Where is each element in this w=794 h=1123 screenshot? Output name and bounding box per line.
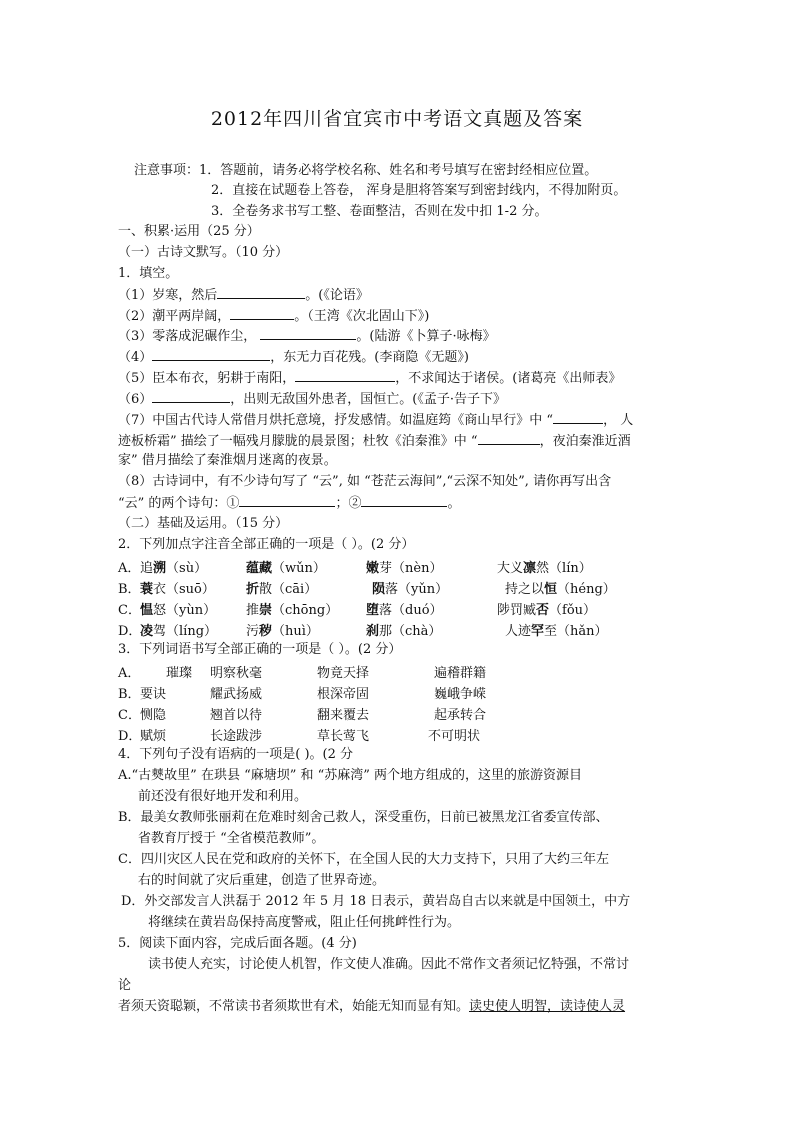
option-word: 刹那（chà） [366,624,442,639]
option-word: 翘首以待 [210,708,263,723]
option-word: 污秽（huì） [246,624,319,639]
option-word: 折散（cāi） [246,582,318,597]
option-word: 赋烦 [140,729,167,744]
reading-paragraph-line-1: 读书使人充实，讨论使人机智，作文使人准确。因此不常作文者须记忆特强，不常讨 [148,957,630,972]
option-word: 草长莺飞 [317,729,370,744]
option-label: B． [118,582,141,597]
reading-paragraph-line-3: 者须天资聪颖，不常读书者须欺世有术，始能无知而显有知。读史使人明智，读诗使人灵 [118,999,626,1014]
fill-item-1: （1）岁寒，然后 。(《论语》 [118,288,369,303]
option-b-line-2: 省教育厅授于 “全省模范教师”。 [138,831,325,846]
option-word: 遍稽群籍 [434,666,487,681]
fill-item-7-line-1: （7）中国古代诗人常借月烘托意境，抒发感情。如温庭筠《商山早行》中 “ ， 人 [118,413,634,428]
question-4-stem: 4．下列句子没有语病的一项是( )。(2 分 [118,747,354,762]
option-word: 起承转合 [434,708,487,723]
option-word: 嫩芽（nèn） [366,561,443,576]
option-label: C． [118,708,141,723]
fill-item-7-line-3: 家” 借月描绘了秦淮烟月迷离的夜景。 [118,453,337,468]
option-label: A． [118,561,141,576]
answer-blank[interactable] [152,390,230,403]
fill-item-5: （5）臣本布衣，躬耕于南阳， ，不求闻达于诸侯。(诸葛亮《出师表》 [118,371,622,386]
option-word: 陨落（yǔn） [372,582,449,597]
answer-blank[interactable] [230,307,294,320]
option-word: 明察秋毫 [210,666,263,681]
option-label: A． [118,666,141,681]
option-word: 翻来覆去 [317,708,370,723]
option-label: D． [118,624,142,639]
part-heading-2: （二）基础及运用。（15 分） [118,516,289,531]
option-word: 恻隐 [140,708,167,723]
option-word: 人迹罕至（hǎn） [505,624,608,639]
option-label: B． [118,687,141,702]
option-word: 陟罚臧否（fǒu） [497,603,597,618]
fill-item-8-line-2: “云” 的两个诗句：① ；② 。 [118,496,461,511]
notice-line-2: 2．直接在试题卷上答卷， 浑身是胆将答案写到密封线内，不得加附页。 [211,183,627,198]
option-word: 追溯（sù） [140,561,208,576]
option-word: 长途跋涉 [210,729,263,744]
option-word: 愠怒（yùn） [140,603,217,618]
option-word: 推崇（chōng） [246,603,339,618]
option-word: 璀璨 [166,666,193,681]
fill-item-7-line-2: 迹板桥霜” 描绘了一幅残月朦胧的晨景图；杜牧《泊秦淮》中 “ ，夜泊秦淮近酒 [118,434,631,449]
page-title: 2012年四川省宜宾市中考语文真题及答案 [210,108,584,130]
option-word: 持之以恒（héng） [505,582,616,597]
option-word: 蕴藏（wǔn） [246,561,326,576]
fill-item-2: （2）潮平两岸阔， 。（王湾《次北固山下》) [118,309,430,324]
fill-item-8-line-1: （8）古诗词中，有不少诗句写了 “云”, 如 “苍茫云海间”,“云深不知处”, 请你再写出含 [118,474,612,489]
option-word: 凌驾（líng） [140,624,218,639]
answer-blank[interactable] [217,286,305,299]
question-2-stem: 2．下列加点字注音全部正确的一项是（ ）。(2 分） [118,537,415,552]
fill-item-6: （6） ，出则无敌国外患者，国恒亡。(《孟子·告子下》 [118,392,506,407]
option-word: 巍峨争嵘 [434,687,487,702]
question-3-stem: 3．下列词语书写全部正确的一项是（ ）。(2 分） [118,642,402,657]
option-word: 堕落（duó） [366,603,443,618]
answer-blank[interactable] [239,494,335,507]
question-1-stem: 1．填空。 [118,266,179,281]
option-word: 蓑衣（suō） [140,582,215,597]
answer-blank[interactable] [361,494,447,507]
option-a-line-1: A.“古僰故里” 在珙县 “麻塘坝” 和 “苏麻湾” 两个地方组成的，这里的旅游资源目 [118,768,583,783]
option-word: 不可明状 [428,729,481,744]
section-heading: 一、积累·运用（25 分） [118,224,260,239]
option-word: 大义凛然（lín） [497,561,592,576]
option-a-line-2: 前还没有很好地开发和利用。 [138,789,308,804]
option-word: 要诀 [140,687,167,702]
answer-blank[interactable] [260,327,356,340]
option-c-line-2: 右的时间就了灾后重建，创造了世界奇迹。 [138,873,386,888]
part-heading: （一）古诗文默写。（10 分） [118,245,289,260]
fill-item-4: （4） ，东无力百花残。(李商隐《无题》) [118,350,469,365]
option-word: 耀武扬威 [210,687,263,702]
option-b-line-1: B．最美女教师张丽莉在危难时刻舍己救人，深受重伤，日前已被黑龙江省委宣传部、 [118,810,609,825]
answer-blank[interactable] [295,369,395,382]
answer-blank[interactable] [152,348,270,361]
option-d-line-2: 将继续在黄岩岛保持高度警戒，阻止任何挑衅性行为。 [148,915,461,930]
notice-line-3: 3．全卷务求书写工整、卷面整洁，否则在发中扣 1-2 分。 [211,204,548,219]
option-label: C． [118,603,141,618]
reading-paragraph-line-2: 论 [118,978,132,993]
option-word: 物竟天择 [317,666,370,681]
fill-item-3: （3）零落成泥碾作尘， 。(陆游《卜算子·咏梅》 [118,329,496,344]
answer-blank[interactable] [553,411,603,424]
notice-line-1: 注意事项：1．答题前，请务必将学校名称、姓名和考号填写在密封经相应位置。 [134,163,598,178]
option-label: D． [118,729,142,744]
option-word: 根深帝固 [317,687,370,702]
option-c-line-1: C．四川灾区人民在党和政府的关怀下，在全国人民的大力支持下，只用了大约三年左 [118,852,609,867]
option-d-line-1: D．外交部发言人洪磊于 2012 年 5 月 18 日表示，黄岩岛自古以来就是中国领土，中方 [121,894,631,909]
question-5-stem: 5．阅读下面内容，完成后面各题。(4 分) [118,936,357,951]
underlined-sentence: 读史使人明智，读诗使人灵 [469,999,626,1014]
answer-blank[interactable] [478,432,540,445]
